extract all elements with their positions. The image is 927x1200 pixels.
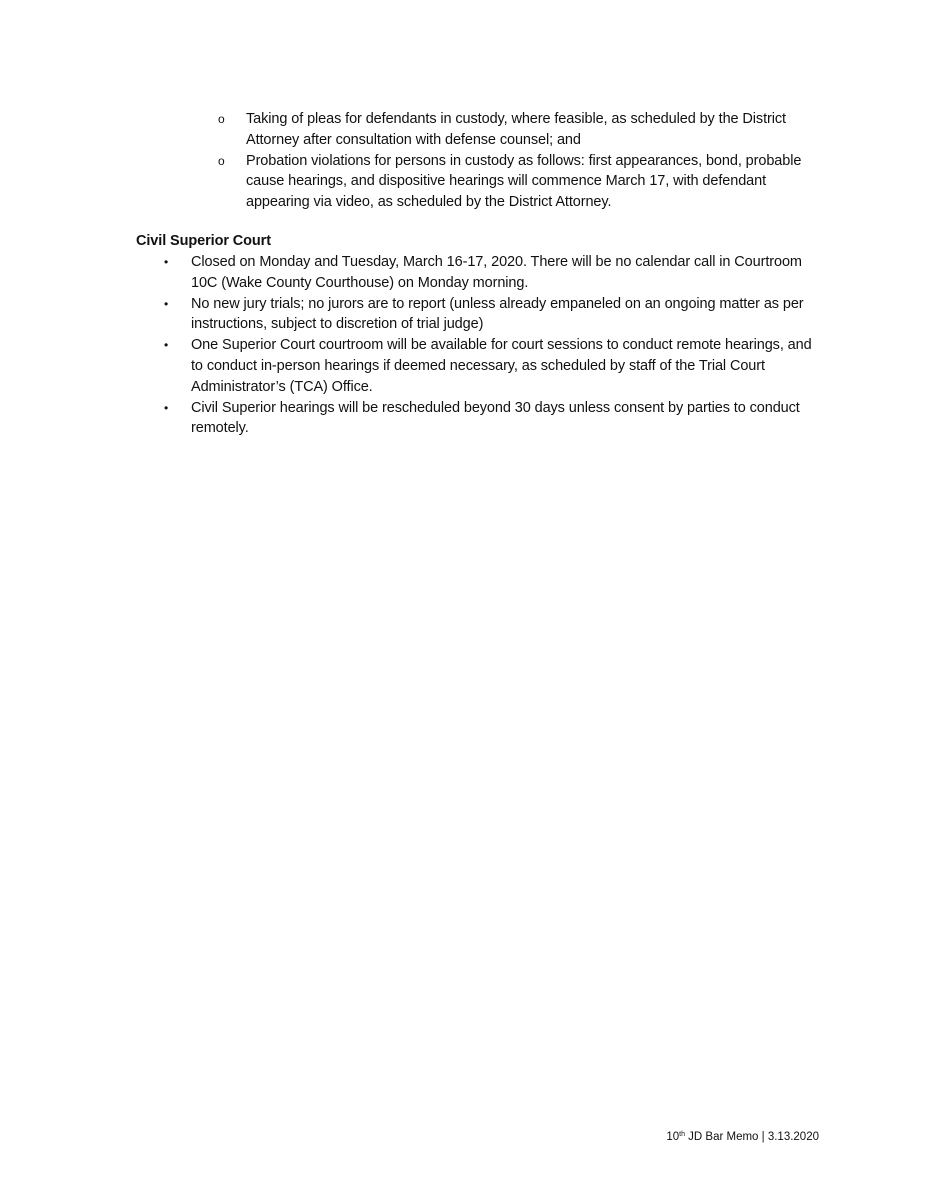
solid-bullet-icon: •	[164, 400, 169, 415]
hollow-circle-bullet-icon: o	[218, 153, 225, 168]
main-bullet-list	[162, 252, 822, 439]
list-item-text: Probation violations for persons in custody as follows: first appearances, bond, probable cause hearings, and dispositive hearings will commence March 17, with defendant appearing via video, as scheduled by the District Attorney.	[246, 152, 802, 211]
list-item-text: No new jury trials; no jurors are to report (unless already empaneled on an ongoing matter as per instructions, subject to discretion of trial judge)	[191, 295, 804, 333]
list-item-text: Taking of pleas for defendants in custody, where feasible, as scheduled by the District Attorney after consultation with defense counsel; and	[246, 111, 786, 148]
hollow-circle-bullet-icon: o	[218, 112, 225, 126]
footer-text: JD Bar Memo | 3.13.2020	[684, 1131, 819, 1143]
list-item	[162, 398, 822, 440]
footer-number: 10	[666, 1131, 680, 1143]
list-item-text: Closed on Monday and Tuesday, March 16-17, 2020. There will be no calendar call in Courtroom 10C (Wake County Courthouse) on Monday morning.	[191, 254, 802, 291]
list-item	[162, 335, 822, 397]
solid-bullet-icon: •	[164, 338, 169, 353]
footer-ordinal-suffix: th	[679, 1131, 685, 1138]
list-item	[162, 252, 822, 294]
section-heading: Civil Superior Court	[136, 233, 271, 249]
list-item-text: Civil Superior hearings will be rescheduled beyond 30 days unless consent by parties to conduct remotely.	[191, 399, 800, 437]
page-footer	[666, 1129, 819, 1145]
solid-bullet-icon: •	[164, 255, 169, 269]
sub-bullet-list	[218, 109, 818, 213]
list-item-text: One Superior Court courtroom will be available for court sessions to conduct remote hearings, and to conduct in-person hearings if deemed necessary, as scheduled by staff of the Trial Court Administrator’s (TCA) Office.	[191, 337, 812, 395]
list-item	[162, 294, 822, 336]
list-item	[218, 151, 818, 213]
solid-bullet-icon: •	[164, 296, 169, 311]
list-item	[218, 109, 818, 151]
